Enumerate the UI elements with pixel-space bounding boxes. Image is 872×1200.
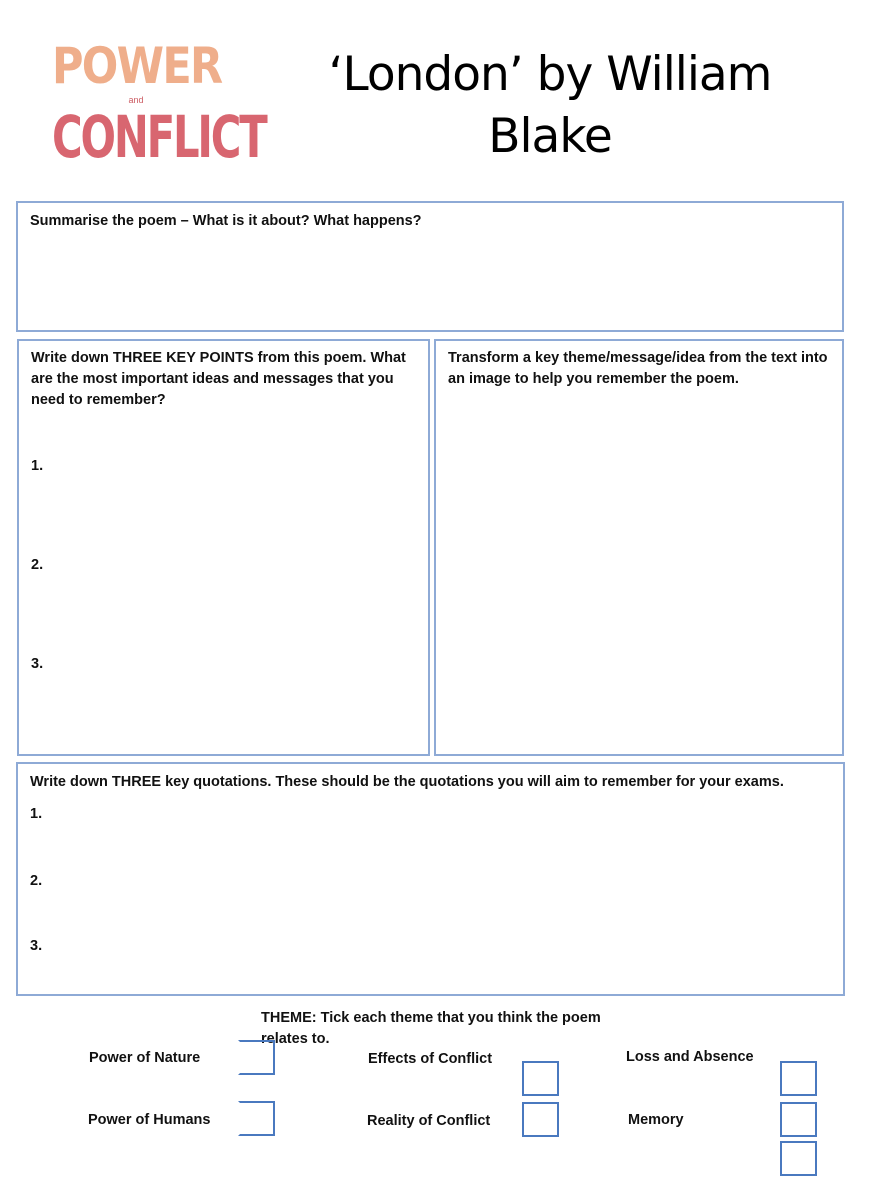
theme-label-reality-of-conflict: Reality of Conflict xyxy=(367,1113,491,1129)
tick-box-reality-of-conflict[interactable] xyxy=(522,1102,559,1137)
tick-box-memory[interactable] xyxy=(780,1102,817,1137)
summary-box[interactable] xyxy=(16,201,844,332)
tick-box-effects-of-conflict[interactable] xyxy=(522,1061,559,1096)
theme-label-loss-and-absence: Loss and Absence xyxy=(626,1049,754,1065)
theme-label-memory: Memory xyxy=(628,1112,684,1128)
tick-box-power-of-humans[interactable] xyxy=(238,1101,275,1136)
theme-label-power-of-nature: Power of Nature xyxy=(89,1050,201,1066)
theme-label-effects-of-conflict: Effects of Conflict xyxy=(368,1051,493,1067)
quotation-number-2: 2. xyxy=(30,873,43,889)
key-point-number-1: 1. xyxy=(31,458,44,474)
tick-box-loss-and-absence[interactable] xyxy=(780,1061,817,1096)
summary-prompt: Summarise the poem – What is it about? What happens? xyxy=(30,213,422,229)
quotations-prompt: Write down THREE key quotations. These should be the quotations you will aim to remember for your exams. xyxy=(30,774,784,790)
theme-heading: THEME: Tick each theme that you think the poem relates to. xyxy=(261,1010,601,1047)
image-prompt: Transform a key theme/message/idea from the text into an image to help you remember the poem. xyxy=(448,350,828,387)
key-point-number-3: 3. xyxy=(31,656,44,672)
quotation-number-3: 3. xyxy=(30,938,43,954)
key-points-prompt: Write down THREE KEY POINTS from this poem. What are the most important ideas and messages that you need to remember? xyxy=(31,350,406,408)
quotation-number-1: 1. xyxy=(30,806,43,822)
key-points-box[interactable] xyxy=(17,339,430,756)
image-box[interactable] xyxy=(434,339,844,756)
quotations-box[interactable] xyxy=(16,762,845,996)
logo-and-text: and xyxy=(128,95,144,105)
logo-power-text: POWER xyxy=(52,37,222,95)
tick-box-extra[interactable] xyxy=(780,1141,817,1176)
key-point-number-2: 2. xyxy=(31,557,44,573)
logo-conflict-text: CONFLICT xyxy=(52,103,266,171)
theme-label-power-of-humans: Power of Humans xyxy=(88,1112,211,1128)
page-title: ‘London’ by William Blake xyxy=(328,47,772,164)
tick-box-power-of-nature[interactable] xyxy=(238,1040,275,1075)
